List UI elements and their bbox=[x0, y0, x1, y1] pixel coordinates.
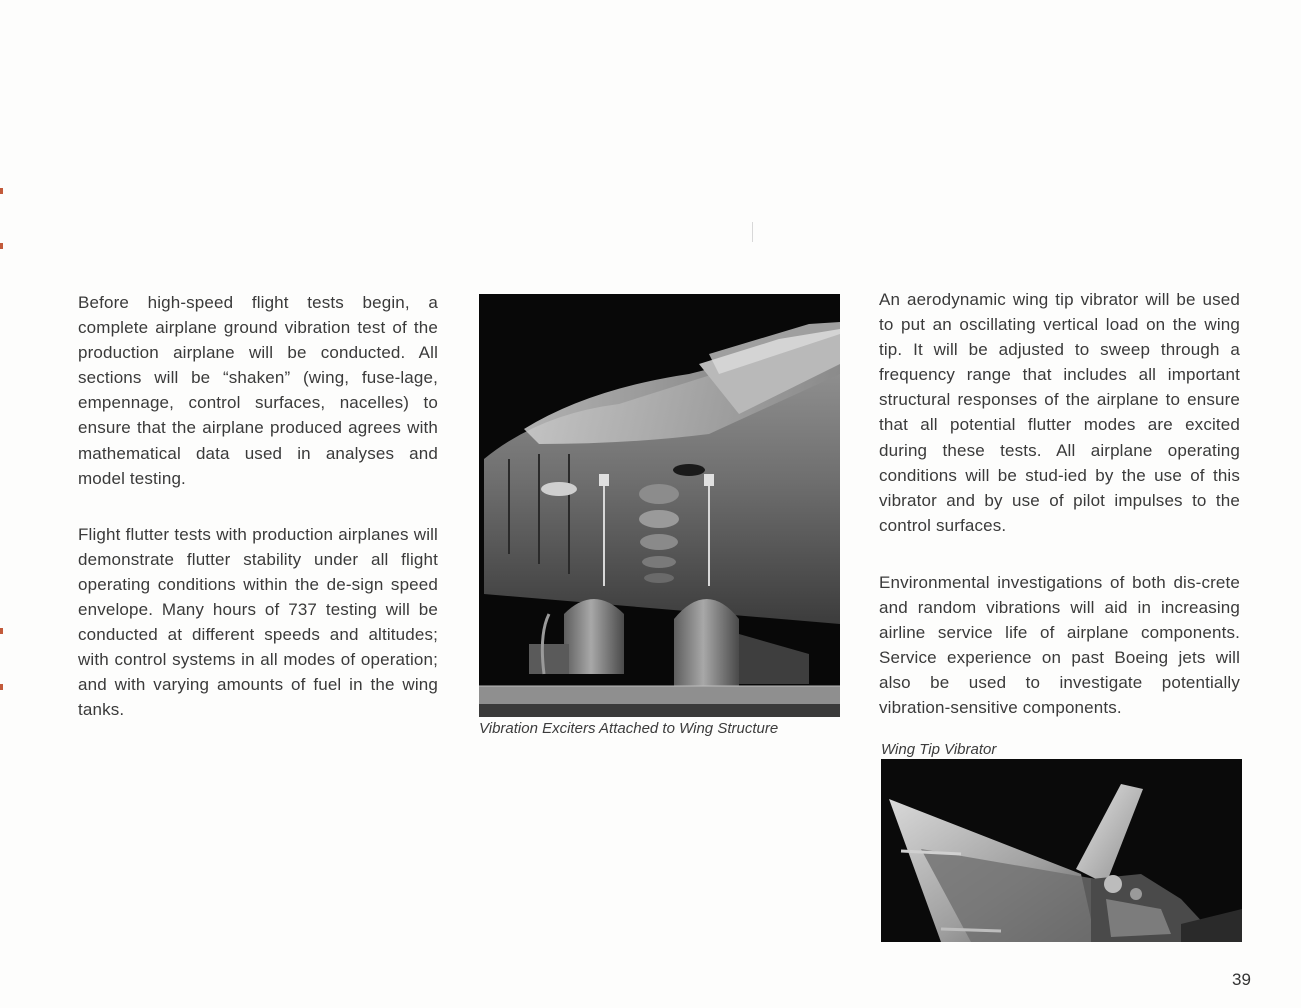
paragraph-ground-vibration-test: Before high-speed flight tests begin, a complete airplane ground vibration test of the production airplane will be conducted. All sections will be “shaken” (wing, fuse-lage, empennage, control surfaces, nacelles) to ensure that the airplane produced agrees with mathematical data used in analyses and model testing. bbox=[78, 293, 438, 488]
binding-mark bbox=[0, 188, 3, 194]
paragraph-flight-flutter-tests: Flight flutter tests with production airplanes will demonstrate flutter stability under all flight operating conditions within the de-sign speed envelope. Many hours of 737 testing will be conducted at different speeds and altitudes; with control systems in all modes of operation; and with varying amounts of fuel in the wing tanks. bbox=[78, 524, 438, 720]
binding-mark bbox=[0, 628, 3, 634]
vibration-exciters-photo bbox=[479, 294, 840, 717]
wing-tip-vibrator-caption: Wing Tip Vibrator bbox=[881, 741, 997, 758]
right-text-column bbox=[879, 287, 1240, 721]
paragraph-environmental-investigations: Environmental investigations of both dis-crete and random vibrations will aid in increasing airline service life of airplane components. Service experience on past Boeing jets will also be used to investigate potentially vibration-sensitive components. bbox=[879, 572, 1240, 718]
binding-mark bbox=[0, 684, 3, 690]
page-number: 39 bbox=[1232, 970, 1251, 989]
vibration-exciters-caption: Vibration Exciters Attached to Wing Structure bbox=[479, 720, 779, 737]
wing-tip-vibrator-photo bbox=[881, 759, 1242, 942]
fold-line bbox=[752, 222, 753, 242]
binding-mark bbox=[0, 243, 3, 249]
paragraph-wing-tip-vibrator: An aerodynamic wing tip vibrator will be used to put an oscillating vertical load on the wing tip. It will be adjusted to sweep through a frequency range that includes all important structural responses of the airplane to ensure that all potential flutter modes are excited during these tests. All airplane operating conditions will be stud-ied by the use of this vibrator and by use of pilot impulses to the control surfaces. bbox=[879, 290, 1240, 535]
left-text-column bbox=[78, 290, 438, 723]
